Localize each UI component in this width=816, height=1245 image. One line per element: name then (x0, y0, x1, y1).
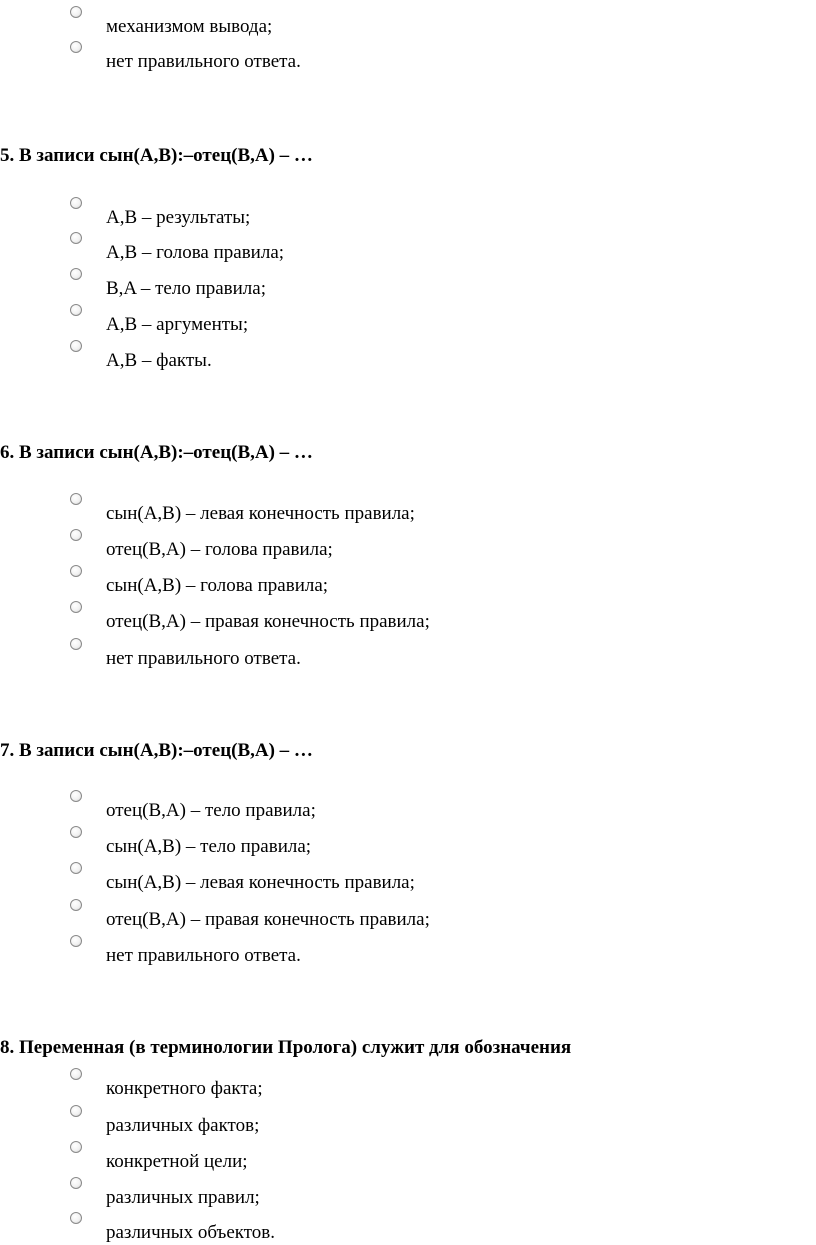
radio-button-icon[interactable] (70, 493, 82, 505)
option-label: B,A – тело правила; (106, 278, 266, 299)
option-label: A,B – голова правила; (106, 242, 285, 263)
option-label: механизмом вывода; (106, 16, 273, 37)
radio-button-icon[interactable] (70, 1068, 82, 1080)
option-label: нет правильного ответа. (106, 945, 301, 966)
option-label: различных фактов; (106, 1115, 260, 1136)
option-label: сын(A,B) – голова правила; (106, 575, 329, 596)
option-label: сын(A,B) – левая конечность правила; (106, 503, 415, 524)
option-label: отец(B,A) – правая конечность правила; (106, 611, 430, 632)
option-label: нет правильного ответа. (106, 648, 301, 669)
question-title: 6. В записи сын(A,B):–отец(B,A) – … (0, 442, 313, 463)
radio-button-icon[interactable] (70, 826, 82, 838)
radio-button-icon[interactable] (70, 529, 82, 541)
radio-button-icon[interactable] (70, 862, 82, 874)
radio-button-icon[interactable] (70, 1105, 82, 1117)
option-label: отец(B,A) – правая конечность правила; (106, 909, 430, 930)
option-label: A,B – аргументы; (106, 314, 249, 335)
question-title: 7. В записи сын(A,B):–отец(B,A) – … (0, 740, 313, 761)
radio-button-icon[interactable] (70, 565, 82, 577)
radio-button-icon[interactable] (70, 1212, 82, 1224)
radio-button-icon[interactable] (70, 6, 82, 18)
radio-button-icon[interactable] (70, 41, 82, 53)
question-title: 5. В записи сын(A,B):–отец(B,A) – … (0, 145, 313, 166)
radio-button-icon[interactable] (70, 340, 82, 352)
radio-button-icon[interactable] (70, 1141, 82, 1153)
radio-button-icon[interactable] (70, 899, 82, 911)
radio-button-icon[interactable] (70, 197, 82, 209)
radio-button-icon[interactable] (70, 638, 82, 650)
option-label: сын(A,B) – левая конечность правила; (106, 872, 415, 893)
radio-button-icon[interactable] (70, 232, 82, 244)
radio-button-icon[interactable] (70, 268, 82, 280)
option-label: нет правильного ответа. (106, 51, 301, 72)
option-label: отец(B,A) – голова правила; (106, 539, 333, 560)
option-label: различных правил; (106, 1187, 260, 1208)
radio-button-icon[interactable] (70, 304, 82, 316)
question-title: 8. Переменная (в терминологии Пролога) служит для обозначения (0, 1037, 572, 1058)
option-label: сын(A,B) – тело правила; (106, 836, 312, 857)
option-label: отец(B,A) – тело правила; (106, 800, 316, 821)
radio-button-icon[interactable] (70, 1177, 82, 1189)
option-label: конкретной цели; (106, 1151, 248, 1172)
radio-button-icon[interactable] (70, 601, 82, 613)
radio-button-icon[interactable] (70, 935, 82, 947)
radio-button-icon[interactable] (70, 790, 82, 802)
option-label: A,B – факты. (106, 350, 212, 371)
option-label: A,B – результаты; (106, 207, 251, 228)
option-label: конкретного факта; (106, 1078, 263, 1099)
option-label: различных объектов. (106, 1222, 276, 1243)
